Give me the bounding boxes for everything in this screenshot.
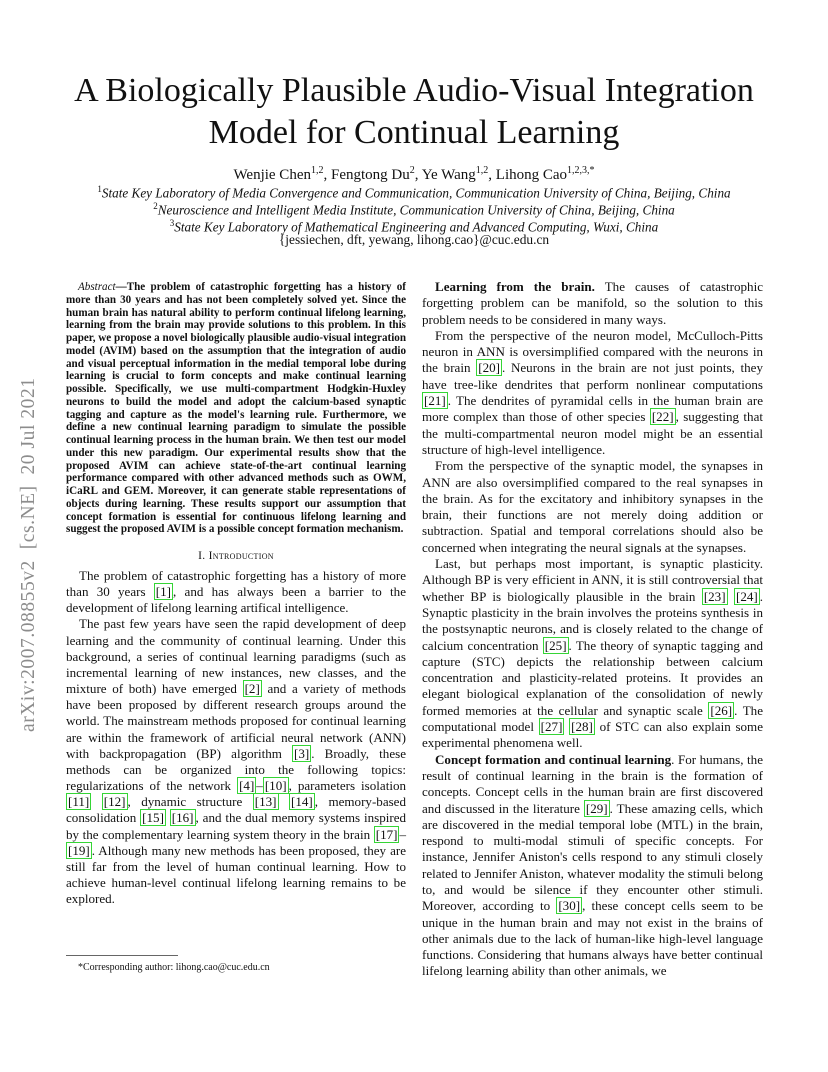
- author-name: Fengtong Du: [330, 167, 410, 183]
- paragraph-text: The past few years have seen the rapid development of deep learning and the community of continual learning. Under this background, a series of continual learning paradigms (such as incremental learning of new instances, new classes, and the mixture of both) have emerged: [66, 616, 406, 697]
- footnote: *Corresponding author: lihong.cao@cuc.edu.cn: [78, 962, 270, 973]
- paragraph-text: The problem of catastrophic forgetting has a history of more than 30 years: [66, 568, 406, 600]
- paragraph-text: , and the dual memory systems inspired by the complementary learning system theory in the brain: [66, 810, 407, 842]
- citation-link[interactable]: [19]: [68, 842, 90, 858]
- citation-link[interactable]: [15]: [142, 810, 164, 826]
- paragraph-text: –: [256, 778, 263, 794]
- paragraph-text: of STC can also explain some experimental phenomena well.: [422, 719, 763, 751]
- arxiv-identifier: arXiv:2007.08855v2 [cs.NE] 20 Jul 2021: [18, 377, 39, 732]
- author-name: Lihong Cao: [495, 167, 568, 183]
- paragraph-text: From the perspective of the synaptic model, the synapses in ANN are also oversimplified compared to the real synapses in the brain. As for the excitatory and inhibitory synapses in the brain, their functions are not merely doing addition or subtraction. Spatial and temporal correlations should also be concerned when integrating the neural signals at the synapses.: [422, 458, 763, 555]
- section-number: I.: [198, 550, 209, 562]
- affiliation-1-marker: 1: [97, 184, 102, 194]
- abstract-label: Abstract: [78, 281, 116, 293]
- right-paragraph: [422, 556, 763, 752]
- affiliation-2-text: Neuroscience and Intelligent Media Institute, Communication University of China, Beijing, China: [157, 202, 675, 218]
- author-affiliation-marker: 2: [409, 165, 415, 176]
- paragraph-text: , these concept cells seem to be unique in the human brain and may not exist in the brains of other animals due to the lack of human-like high-level language functions. Considering that humans always have better continual lifelong learning ability than other animals, we: [422, 898, 763, 979]
- author-affiliation-marker: 1,2: [475, 165, 489, 176]
- paragraph-text: . Neurons in the brain are not just points, they have tree-like dendrites that perform nonlinear computations: [422, 360, 763, 392]
- paragraph-text: . The dendrites of pyramidal cells in the human brain are more complex than those of other species: [422, 393, 763, 425]
- citation-link[interactable]: [26]: [710, 702, 733, 718]
- right-paragraph: [422, 279, 763, 328]
- paragraph-heading: Concept formation and continual learning: [435, 751, 672, 767]
- citation-link[interactable]: [16]: [171, 810, 194, 826]
- citation-link[interactable]: [28]: [571, 719, 593, 735]
- paragraph-text: . These amazing cells, which are discovered in the medial temporal lobe (MTL) in the brain, respond to multi-modal stimuli of specific concepts. For instance, Jennifer Aniston's cells respond to any stimuli closely related to Jennifer Aniston, whatever modality the stimuli belong to, and would be silence if they encounter other stimuli. Moreover, according to: [422, 800, 763, 914]
- right-paragraph: [422, 752, 763, 980]
- citation-link[interactable]: [17]: [375, 826, 398, 842]
- right-column-body: [422, 279, 763, 980]
- right-column: [422, 279, 763, 980]
- title-line-1: A Biologically Plausible Audio-Visual Integration: [74, 72, 754, 109]
- paragraph-text: , and has always been a barrier to the development of lifelong learning artifical intelligence.: [66, 584, 406, 616]
- citation-link[interactable]: [1]: [155, 584, 172, 600]
- paragraph-heading: Learning from the brain.: [435, 279, 595, 294]
- left-column: [66, 281, 406, 907]
- affiliation-3-marker: 3: [169, 218, 175, 228]
- citation-link[interactable]: [29]: [585, 800, 608, 816]
- citation-link[interactable]: [4]: [239, 778, 255, 794]
- paragraph-text: . Broadly, these methods can be organized into the following topics: regularizations of the network: [66, 745, 406, 794]
- citation-link[interactable]: [12]: [103, 794, 126, 810]
- section-title: Introduction: [208, 550, 274, 562]
- paragraph-text: and a variety of methods have been proposed by different research groups around the world. The mainstream methods proposed for continual learning are within the framework of artificial neural network (ANN) with backpropagation (BP) algorithm: [66, 681, 406, 761]
- paragraph-text: [279, 794, 289, 809]
- intro-paragraph: [66, 616, 406, 907]
- citation-link[interactable]: [22]: [651, 409, 674, 425]
- right-paragraph: [422, 328, 763, 458]
- introduction-body: [66, 568, 406, 907]
- footnote-rule: [66, 955, 178, 956]
- paper-title: [40, 70, 788, 154]
- author-affiliation-marker: 1,2: [310, 165, 324, 176]
- citation-link[interactable]: [24]: [735, 588, 758, 604]
- paragraph-text: . Synaptic plasticity in the brain involves the proteins synthesis in the postsynaptic neurons, and is closely related to the change of calcium concentration: [422, 588, 763, 653]
- author-emails: {jessiechen, dft, yewang, lihong.cao}@cuc.edu.cn: [278, 232, 550, 247]
- citation-link[interactable]: [21]: [424, 393, 446, 409]
- citation-link[interactable]: [27]: [540, 719, 563, 735]
- paragraph-text: , memory-based consolidation: [66, 794, 406, 826]
- intro-paragraph: [66, 568, 406, 616]
- citation-link[interactable]: [11]: [68, 794, 90, 810]
- right-paragraph: [422, 458, 763, 556]
- paragraph-text: [91, 794, 101, 809]
- paragraph-text: . Although many new methods has been proposed, they are still far from the level of human continual learning. How to achieve human-level continual lifelong learning remains to be explored.: [66, 842, 406, 907]
- citation-link[interactable]: [2]: [244, 681, 260, 697]
- citation-link[interactable]: [30]: [558, 898, 581, 914]
- citation-link[interactable]: [14]: [290, 794, 313, 810]
- paragraph-text: –: [399, 826, 406, 842]
- citation-link[interactable]: [25]: [544, 637, 567, 653]
- abstract-text: —The problem of catastrophic forgetting has a history of more than 30 years and has not been completely solved yet. Since the human brain has natural ability to perform continual lifelong learning, learning from the brain may provide solutions to this problem. In this paper, we propose a novel biologically plausible audio-visual integration model (AVIM) based on the assumption that the integration of audio and visual perceptual information in the medial temporal lobe during learning is crucial to form concepts and make continual learning possible. Specifically, we use multi-compartment Hodgkin-Huxley neurons to build the model and adopt the calcium-based synaptic tagging and capture as the model's learning rule. Furthermore, we define a new continual learning paradigm to simulate the possible continual learning process in the human brain. We then test our model under this new paradigm. Our experimental results show that the proposed AVIM can achieve state-of-the-art continual learning performance compared with other advanced methods such as OWM, iCaRL and GEM. Moreover, it can generate stable representations of objects during learning. These results support our assumption that concept formation is essential for continuous lifelong learning and suggest the proposed AVIM is a possible concept formation mechanism.: [66, 281, 406, 536]
- affiliation-1-text: State Key Laboratory of Media Convergence and Communication, Communication University of China, Beijing, China: [101, 185, 731, 201]
- citation-link[interactable]: [10]: [264, 778, 287, 794]
- paragraph-text: , suggesting that the multi-compartmental neuron model might be an essential structure of high-level intelligence.: [422, 409, 763, 457]
- affiliation-3-text: State Key Laboratory of Mathematical Engineering and Advanced Computing, Wuxi, China: [174, 219, 659, 235]
- paragraph-text: , dynamic structure: [127, 794, 253, 810]
- affiliation-2-marker: 2: [153, 201, 158, 211]
- paragraph-text: . The computational model: [422, 702, 763, 735]
- citation-link[interactable]: [13]: [254, 794, 277, 810]
- citation-link[interactable]: [23]: [703, 588, 726, 604]
- paragraph-text: . The theory of synaptic tagging and capture (STC) depicts the relationship between calcium concentration and plasticity-related proteins. It provides an elegant biological explanation of the consolidation of newly formed memories at the cellular and synaptic scale: [422, 637, 763, 718]
- author-list: Wenjie Chen$^{1,2}$, Fengtong Du$^2$, Ye Wang$^{1,2}$, Lihong Cao$^{1,2,3,*}$: [233, 165, 595, 183]
- author-affiliation-marker: 1,2,3,*: [567, 165, 595, 176]
- abstract: [66, 281, 406, 536]
- paragraph-text: , parameters isolation: [288, 778, 406, 794]
- author-name: Ye Wang: [421, 167, 476, 183]
- citation-link[interactable]: [3]: [294, 745, 310, 761]
- paragraph-text: Last, but perhaps most important, is synaptic plasticity. Although BP is very efficient in ANN, it is still controversial that whether BP is biologically plausible in the brain: [422, 556, 763, 604]
- title-line-2: Model for Continual Learning: [208, 114, 620, 151]
- paragraph-text: . For humans, the result of continual learning in the brain is the formation of concepts. Concept cells in the human brain are first discovered and discussed in the literature: [422, 751, 763, 816]
- paragraph-text: The causes of catastrophic forgetting problem can be manifold, so the solution to this problem needs to be considered in many ways.: [422, 279, 763, 327]
- author-name: Wenjie Chen: [233, 167, 311, 183]
- section-heading-introduction: [66, 550, 406, 562]
- citation-link[interactable]: [20]: [478, 360, 500, 376]
- paragraph-text: From the perspective of the neuron model, McCulloch-Pitts neuron in ANN is oversimplified compared with the neurons in the brain: [422, 327, 763, 376]
